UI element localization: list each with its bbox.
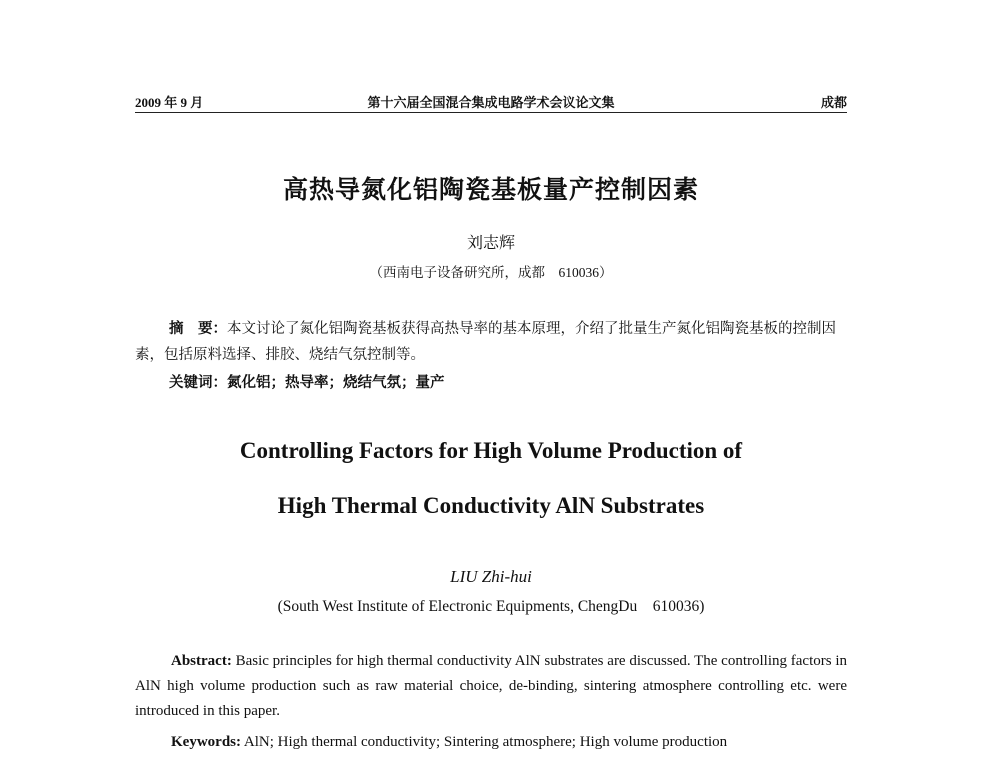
en-abstract-label: Abstract: <box>171 653 232 669</box>
en-keywords-label: Keywords: <box>171 734 241 750</box>
header-date: 2009 年 9 月 <box>135 95 204 110</box>
en-abstract <box>135 649 847 724</box>
en-author: LIU Zhi-hui <box>450 567 532 586</box>
header-city: 成都 <box>820 95 847 110</box>
cn-author: 刘志辉 <box>466 235 515 252</box>
en-keywords-text: AlN; High thermal conductivity; Sintering atmosphere; High volume production <box>241 734 728 750</box>
en-affiliation: (South West Institute of Electronic Equipments, ChengDu 610036) <box>277 598 705 615</box>
cn-abstract-text: 本文讨论了氮化铝陶瓷基板获得高热导率的基本原理，介绍了批量生产氮化铝陶瓷基板的控制因素，包括原料选择、排胶、烧结气氛控制等。 <box>135 321 836 363</box>
cn-title: 高热导氮化铝陶瓷基板量产控制因素 <box>282 177 699 204</box>
en-keywords <box>135 734 883 751</box>
en-abstract-text: Basic principles for high thermal conductivity AlN substrates are discussed. The controlling factors in AlN high volume production such as raw material choice, de-binding, sintering atmosphere controlling etc. were introduced in this paper. <box>135 653 847 719</box>
cn-keywords <box>135 371 881 392</box>
header-proceedings: 第十六届全国混合集成电路学术会议论文集 <box>367 95 615 110</box>
cn-keywords-label: 关键词： <box>169 375 227 391</box>
running-header <box>135 90 847 113</box>
en-title-line1: Controlling Factors for High Volume Production of <box>239 438 743 463</box>
cn-affiliation: （西南电子设备研究所，成都 610036） <box>369 265 613 280</box>
en-title-line2: High Thermal Conductivity AlN Substrates <box>277 493 705 518</box>
cn-abstract <box>135 316 847 368</box>
cn-keywords-text: 氮化铝；热导率；烧结气氛；量产 <box>227 375 445 391</box>
cn-abstract-label: 摘 要： <box>169 321 227 337</box>
